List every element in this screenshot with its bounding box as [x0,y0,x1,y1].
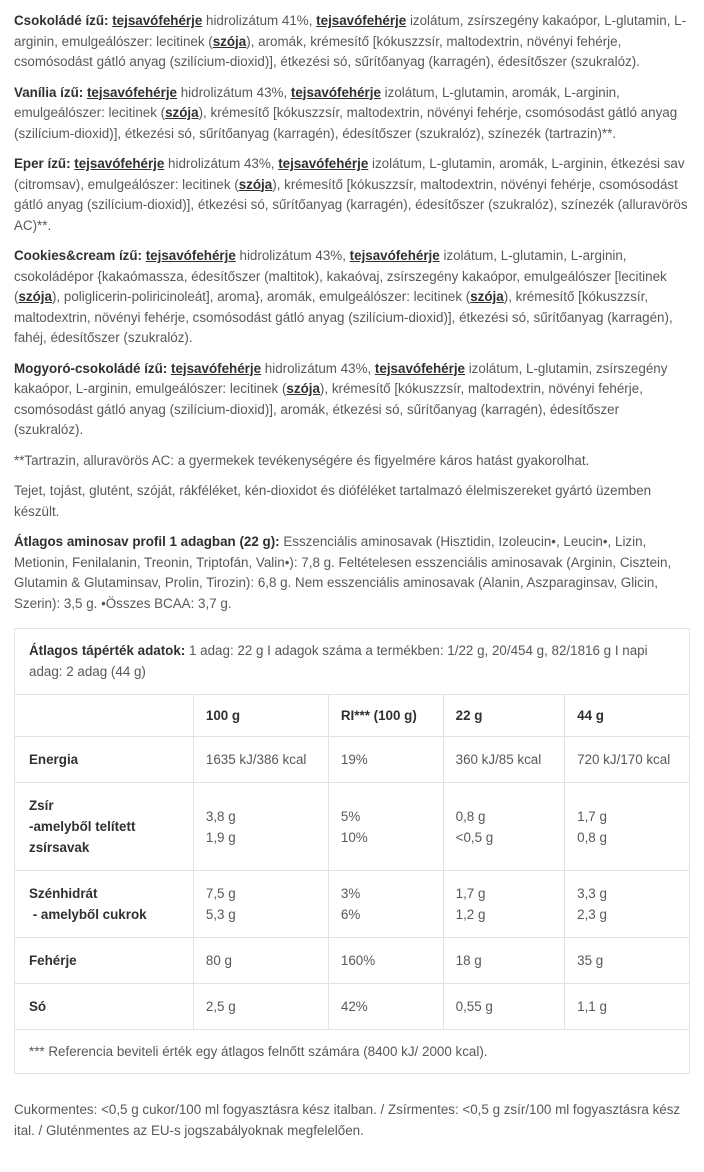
sugar-fat-gluten-free-note: Cukormentes: <0,5 g cukor/100 ml fogyasztásra kész italban. / Zsírmentes: <0,5 g zsír/100 ml fogyasztásra kész ital. / Gluténmentes az EU-s jogszabályoknak megfelelően. [14,1102,681,1138]
text-segment: 1 adag: 22 g I adagok száma a termékben: 1/22 g, 20/454 g, 82/1816 g I napi adag: 2 adag (44 g) [29,643,648,679]
col-header-100g: 100 g [193,695,328,737]
text-segment: szója [238,176,273,192]
text-segment: szója [212,33,247,49]
text-segment: Átlagos tápérték adatok: [29,643,189,658]
cell-value-text: 720 kJ/170 kcal [577,752,671,767]
row-label-text: Fehérje [29,953,77,968]
text-segment: szója [286,381,320,396]
cell-value [443,871,565,938]
amino-acid-profile [14,532,690,614]
reference-intake-footnote: *** Referencia beviteli érték egy átlagos felnőtt számára (8400 kJ/ 2000 kcal). [15,1030,690,1074]
cell-value-text: 2,5 g [205,999,236,1014]
ingredients-paragraph-vanilla [14,83,690,145]
cell-value-text: 1,2 g [455,907,486,922]
cell-value [443,783,565,871]
cell-value [328,737,443,783]
text-segment: Csokoládé ízű: [14,13,113,28]
cell-value-text: 160% [340,953,376,968]
text-segment: Esszenciális aminosavak (Hisztidin, Izoleucin•, Leucin•, Lizin, Metionin, Fenilalanin, Treonin, Triptofán, Valin•): 7,8 g. Feltételesen esszenciális aminosavak (Arginin, Cisztein, Glutamin & Glutaminsav, Prolin, Tirozin): 6,8 g. Nem esszenciális aminosavak (Alanin, Aszparaginsav, Glicin, Szerin): 3,5 g. •Összes BCAA: 3,7 g. [14,534,672,611]
nutrition-table-header-row [15,695,690,737]
cell-value [443,938,565,984]
cell-value-text: 1,7 g [455,886,486,901]
row-label [15,737,194,783]
row-label [15,783,194,871]
cell-value-text: 80 g [205,953,232,968]
text-segment: tejsavófehérje [170,360,262,376]
text-segment: ), krémesítő [kókuszzsír, maltodextrin, növényi fehérje, csomósodást gátló anyag (szilícium-dioxid)], étkezési só, sűrítőanyag (karragén), fahéj, édesítőszer (szukralóz). [14,289,673,345]
text-segment: szója [470,289,504,304]
col-header-empty [15,695,194,737]
cell-value-text: 2,3 g [577,907,607,922]
text-segment: hidrolizátum 43%, [261,360,375,376]
cell-value [193,984,328,1030]
allergen-facility-note: Tejet, tojást, glutént, szóját, rákféléket, kén-dioxidot és dióféléket tartalmazó élelmiszereket gyártó üzemben készült. [14,483,652,519]
cell-value-text: <0,5 g [455,829,494,845]
cell-value [328,938,443,984]
text-segment: ), krémesítő [kókuszzsír, maltodextrin, növényi fehérje, csomósodást gátló anyag (szilícium-dioxid)], étkezési só, sűrítőanyag (karragén), édesítőszer (szukralóz), színezék (tartrazin)**. [14,105,678,141]
cell-value-text: 3,8 g [205,808,236,824]
cell-value-text: 1,7 g [577,808,607,824]
cell-value-text: 6% [340,907,361,922]
cell-value-text: 0,8 g [455,808,486,824]
text-segment: tejsavófehérje [74,156,165,171]
cell-value-text: 42% [340,999,368,1014]
nutrition-table-footnote-row [15,1030,690,1074]
cell-value [565,783,690,871]
cell-value-text: 1635 kJ/386 kcal [205,752,307,767]
row-label-text: Szénhidrát [29,886,98,901]
row-label-text: Só [29,999,47,1014]
cell-value-text: 18 g [455,953,482,968]
table-row-energy [15,737,690,783]
row-label [15,871,194,938]
nutrition-table-title [15,629,690,695]
cell-value [328,783,443,871]
text-segment: tejsavófehérje [349,248,440,263]
row-sublabel-text: - amelyből cukrok [29,907,147,922]
cell-value-text: 1,1 g [577,999,607,1014]
cell-value-text: 10% [340,829,368,845]
cell-value [443,737,565,783]
text-segment: Átlagos aminosav profil 1 adagban (22 g): [14,534,284,549]
ingredients-paragraph-cookies-cream [14,246,690,349]
text-segment: tejsavófehérje [278,156,369,171]
cell-value [193,938,328,984]
cell-value-text: 1,9 g [205,829,236,845]
cell-value-text: 0,8 g [577,829,607,845]
ingredients-paragraph-strawberry [14,154,690,236]
text-segment: Cookies&cream ízű: [14,248,146,263]
row-label-text: Energia [29,752,79,767]
cell-value-text: 5,3 g [205,907,236,922]
ingredients-paragraph-hazelnut-chocolate [14,359,690,441]
text-segment: ), poliglicerin-poliricinoleát], aroma}, aromák, emulgeálószer: lecitinek ( [51,289,471,304]
text-segment: tejsavófehérje [290,84,381,100]
cell-value-text: 0,55 g [455,999,493,1014]
cell-value-text: 35 g [577,953,604,968]
text-segment: izolátum, L-glutamin, zsírszegény kakaópor, L-arginin, emulgeálószer: lecitinek ( [14,360,668,396]
col-header-ri: RI*** (100 g) [328,695,443,737]
cell-value [193,871,328,938]
text-segment: tejsavófehérje [86,84,177,100]
cell-value [193,783,328,871]
cell-value-text: 19% [340,752,368,767]
text-segment: Eper ízű: [14,156,75,171]
cell-value-text: 5% [340,808,361,824]
text-segment: hidrolizátum 41%, [202,13,317,28]
text-segment: tejsavófehérje [145,248,236,263]
row-label [15,938,194,984]
table-row-carbohydrate [15,871,690,938]
cell-value-text: 3% [340,886,361,901]
row-sublabel-text: -amelyből telített zsírsavak [29,819,140,855]
text-segment: ), krémesítő [kókuszzsír, maltodextrin, növényi fehérje, csomósodást gátló anyag (szilícium-dioxid)], aromák, étkezési só, sűrítőanyag (karragén), édesítőszer (szukralóz). [14,381,643,437]
cell-value [565,938,690,984]
cell-value [328,871,443,938]
table-row-fat [15,783,690,871]
cell-value-text: 3,3 g [577,886,607,901]
tartrazine-warning-note: **Tartrazin, alluravörös AC: a gyermekek tevékenységére és figyelmére káros hatást gyakorolhat. [14,452,590,468]
cell-value [565,737,690,783]
table-row-salt [15,984,690,1030]
text-segment: ), aromák, krémesítő [kókuszzsír, maltodextrin, növényi fehérje, csomósodást gátló anyag (szilícium-dioxid)], étkezési só, sűrítőanyag (karragén), édesítőszer (szukralóz). [14,33,640,69]
text-segment: tejsavófehérje [374,360,465,376]
nutrition-table-title-row [15,629,690,695]
text-segment: tejsavófehérje [112,13,203,28]
ingredients-paragraph-chocolate [14,11,690,73]
text-segment: Mogyoró-csokoládé ízű: [14,360,171,376]
cell-value-text: 7,5 g [205,886,236,901]
cell-value [565,984,690,1030]
text-segment: tejsavófehérje [316,13,407,28]
text-segment: hidrolizátum 43%, [177,84,291,100]
row-label [15,984,194,1030]
cell-value [443,984,565,1030]
text-segment: hidrolizátum 43%, [235,248,350,263]
text-segment: szója [18,289,52,304]
text-segment: ), krémesítő [kókuszzsír, maltodextrin, növényi fehérje, csomósodást gátló anyag (szilícium-dioxid)], étkezési só, sűrítőanyag (karragén), édesítőszer (szukralóz), színezék (alluravörös AC)**. [14,176,688,233]
cell-value [193,737,328,783]
text-segment: izolátum, L-glutamin, aromák, L-arginin, emulgeálószer: lecitinek ( [14,84,620,120]
col-header-44g: 44 g [565,695,690,737]
table-row-protein [15,938,690,984]
text-segment: szója [165,105,199,120]
cell-value [565,871,690,938]
row-label-text: Zsír [29,798,54,813]
col-header-22g: 22 g [443,695,565,737]
cell-value [328,984,443,1030]
text-segment: izolátum, L-glutamin, aromák, L-arginin, étkezési sav (citromsav), emulgeálószer: lecitinek ( [14,156,685,192]
nutrition-table [14,628,690,1074]
text-segment: izolátum, L-glutamin, L-arginin, csokoládépor {kakaómassza, édesítőszer (maltitok), kakaóvaj, zsírszegény kakaópor, emulgeálószer [lecitinek ( [14,248,667,304]
cell-value-text: 360 kJ/85 kcal [455,752,542,767]
text-segment: izolátum, zsírszegény kakaópor, L-glutamin, L-arginin, emulgeálószer: lecitinek ( [14,13,687,49]
text-segment: hidrolizátum 43%, [164,156,279,171]
text-segment: Vanília ízű: [14,84,87,100]
